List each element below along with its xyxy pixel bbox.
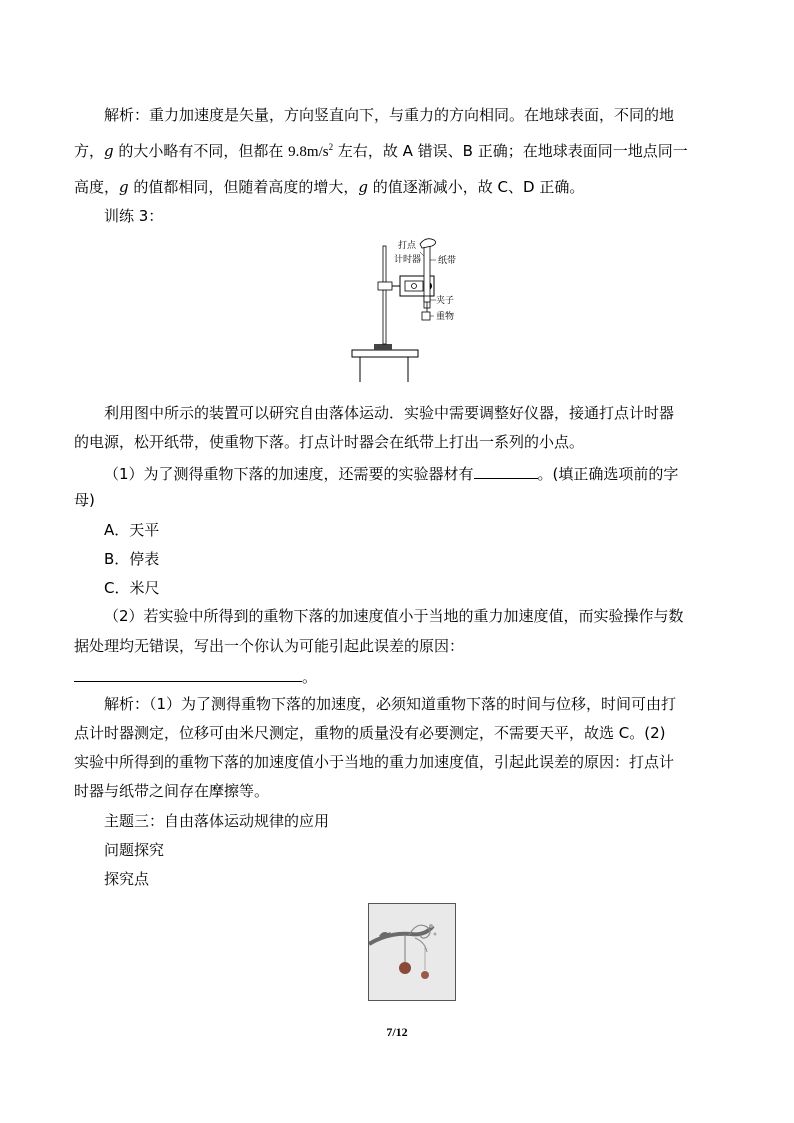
page-number: 7/12 [386,1025,408,1039]
analysis-line-2: 方，g 的大小略有不同，但都在 $9.8m/s^2$ 左右，故 A 错误、B 正确；在地球表面同一地点同一 [74,142,688,160]
analysis-line-3: 高度，g 的值都相同，但随着高度的增大，g 的值逐渐减小，故 C、D 正确。 [74,178,585,196]
label-clip: 夹子 [436,296,455,306]
answer-line-4: 时器与纸带之间存在摩擦等。 [74,782,270,800]
question-intro-1: 利用图中所示的装置可以研究自由落体运动．实验中需要调整好仪器，接通打点计时器 [104,404,675,422]
label-timer-1: 打点 [398,241,417,251]
question-1-line-1: （1）为了测得重物下落的加速度，还需要的实验器材有 。(填正确选项前的字 [104,462,678,484]
answer-line-3: 实验中所得到的重物下落的加速度值小于当地的重力加速度值，引起此误差的原因：打点计 [74,753,675,771]
free-fall-apparatus-figure [350,232,480,382]
question-intro-2: 的电源，松开纸带，使重物下落。打点计时器会在纸带上打出一系列的小点。 [74,433,585,451]
answer-line-2: 点计时器测定，位移可由米尺测定，重物的质量没有必要测定，不需要天平，故选 C。(2) [74,724,666,742]
label-timer-2: 计时器 [394,255,422,265]
question-1-line-2: 母) [74,491,95,509]
option-b: B．停表 [104,550,160,568]
answer-line-1: 解析：（1）为了测得重物下落的加速度，必须知道重物下落的时间与位移，时间可由打 [104,695,677,713]
analysis-line-1: 解析：重力加速度是矢量，方向竖直向下，与重力的方向相同。在地球表面，不同的地 [104,106,675,124]
answer-blank-2[interactable] [74,665,302,682]
point-heading: 探究点 [104,870,150,888]
question-2-answer-line: 。 [74,665,317,687]
question-2-line-2: 据处理均无错误，写出一个你认为可能引起此误差的原因： [74,637,465,655]
label-tape: 纸带 [438,256,457,266]
answer-blank-1[interactable] [474,462,538,479]
apple-tree-illustration [368,903,456,1001]
option-a: A．天平 [104,521,160,539]
label-weight: 重物 [436,312,455,322]
apple-tree-image [369,904,455,1000]
question-2-line-1: （2）若实验中所得到的重物下落的加速度值小于当地的重力加速度值，而实验操作与数 [104,607,684,625]
inquiry-heading: 问题探究 [104,841,165,859]
training-label: 训练 3： [104,207,164,225]
option-c: C．米尺 [104,579,160,597]
topic-heading: 主题三：自由落体运动规律的应用 [104,812,330,830]
